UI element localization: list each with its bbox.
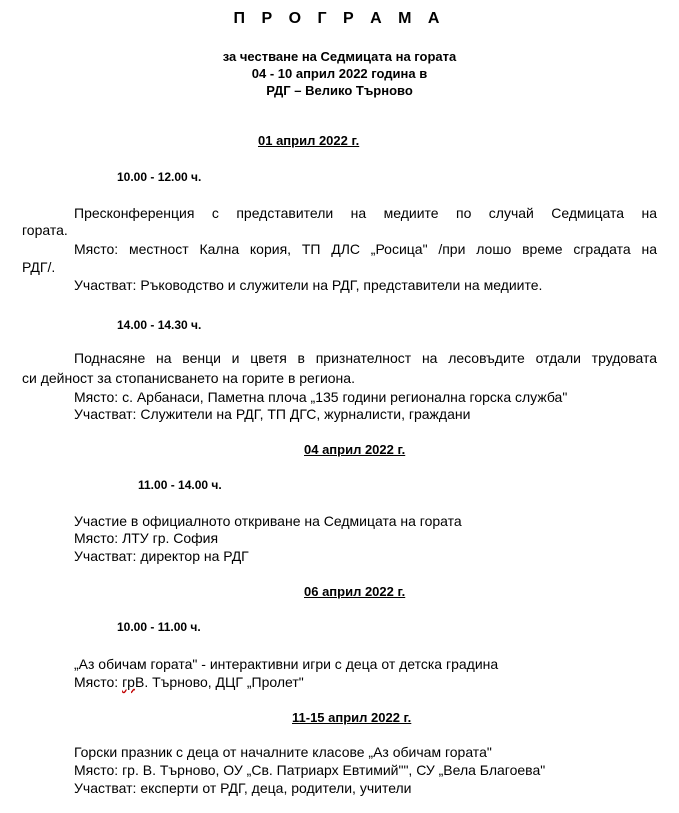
document-title: П Р О Г Р А М А — [233, 10, 446, 27]
section-date-4: 06 април 2022 г. — [304, 584, 406, 599]
event-5-line-3: Участват: експерти от РДГ, деца, родители, учители — [74, 780, 412, 796]
event-1-line-2: гората. — [22, 222, 68, 238]
event-3-line-2: Място: ЛТУ гр. София — [74, 530, 219, 546]
event-2-line-1: Поднасяне на венци и цветя в признателност на лесовъдите отдали трудовата — [74, 350, 657, 366]
section-date-5: 11-15 април 2022 г. — [292, 710, 412, 725]
subtitle-line-1: за честване на Седмицата на гората — [222, 49, 457, 64]
section-time-3: 11.00 - 14.00 ч. — [138, 478, 222, 492]
event-1-line-1: Пресконференция с представители на медиите по случай Седмицата на — [74, 205, 657, 221]
event-3-line-1: Участие в официалното откриване на Седмицата на гората — [74, 513, 462, 529]
section-time-1: 10.00 - 12.00 ч. — [117, 170, 202, 184]
section-time-2: 14.00 - 14.30 ч. — [117, 318, 202, 332]
event-3-line-3: Участват: директор на РДГ — [74, 548, 249, 564]
event-5-line-2: Място: гр. В. Търново, ОУ „Св. Патриарх Евтимий"", СУ „Вела Благоева" — [74, 762, 546, 778]
event-2-line-4: Участват: Служители на РДГ, ТП ДГС, журналисти, граждани — [74, 406, 471, 422]
section-date-1: 01 април 2022 г. — [258, 133, 360, 148]
place-prefix: Място: — [74, 674, 123, 690]
place-rest: В. Търново, ДЦГ „Пролет" — [134, 674, 304, 690]
event-2-line-2: си дейност за стопанисването на горите в региона. — [22, 370, 355, 386]
event-4-line-2 — [74, 674, 304, 691]
section-date-3: 04 април 2022 г. — [304, 442, 406, 457]
event-4-line-1: „Аз обичам гората" - интерактивни игри с деца от детска градина — [74, 656, 499, 672]
event-1-line-3: Място: местност Кална кория, ТП ДЛС „Росица" /при лошо време сградата на — [74, 241, 657, 257]
section-time-4: 10.00 - 11.00 ч. — [117, 620, 201, 634]
subtitle-line-2: 04 - 10 април 2022 година в — [251, 66, 428, 81]
spellcheck-word: гр — [122, 674, 135, 690]
event-2-line-3: Място: с. Арбанаси, Паметна плоча „135 години регионална горска служба" — [74, 389, 568, 405]
event-1-line-5: Участват: Ръководство и служители на РДГ, представители на медиите. — [74, 277, 543, 293]
event-5-line-1: Горски празник с деца от началните класове „Аз обичам гората" — [74, 744, 492, 760]
event-1-line-4: РДГ/. — [22, 259, 56, 275]
subtitle-line-3: РДГ – Велико Търново — [266, 83, 413, 98]
